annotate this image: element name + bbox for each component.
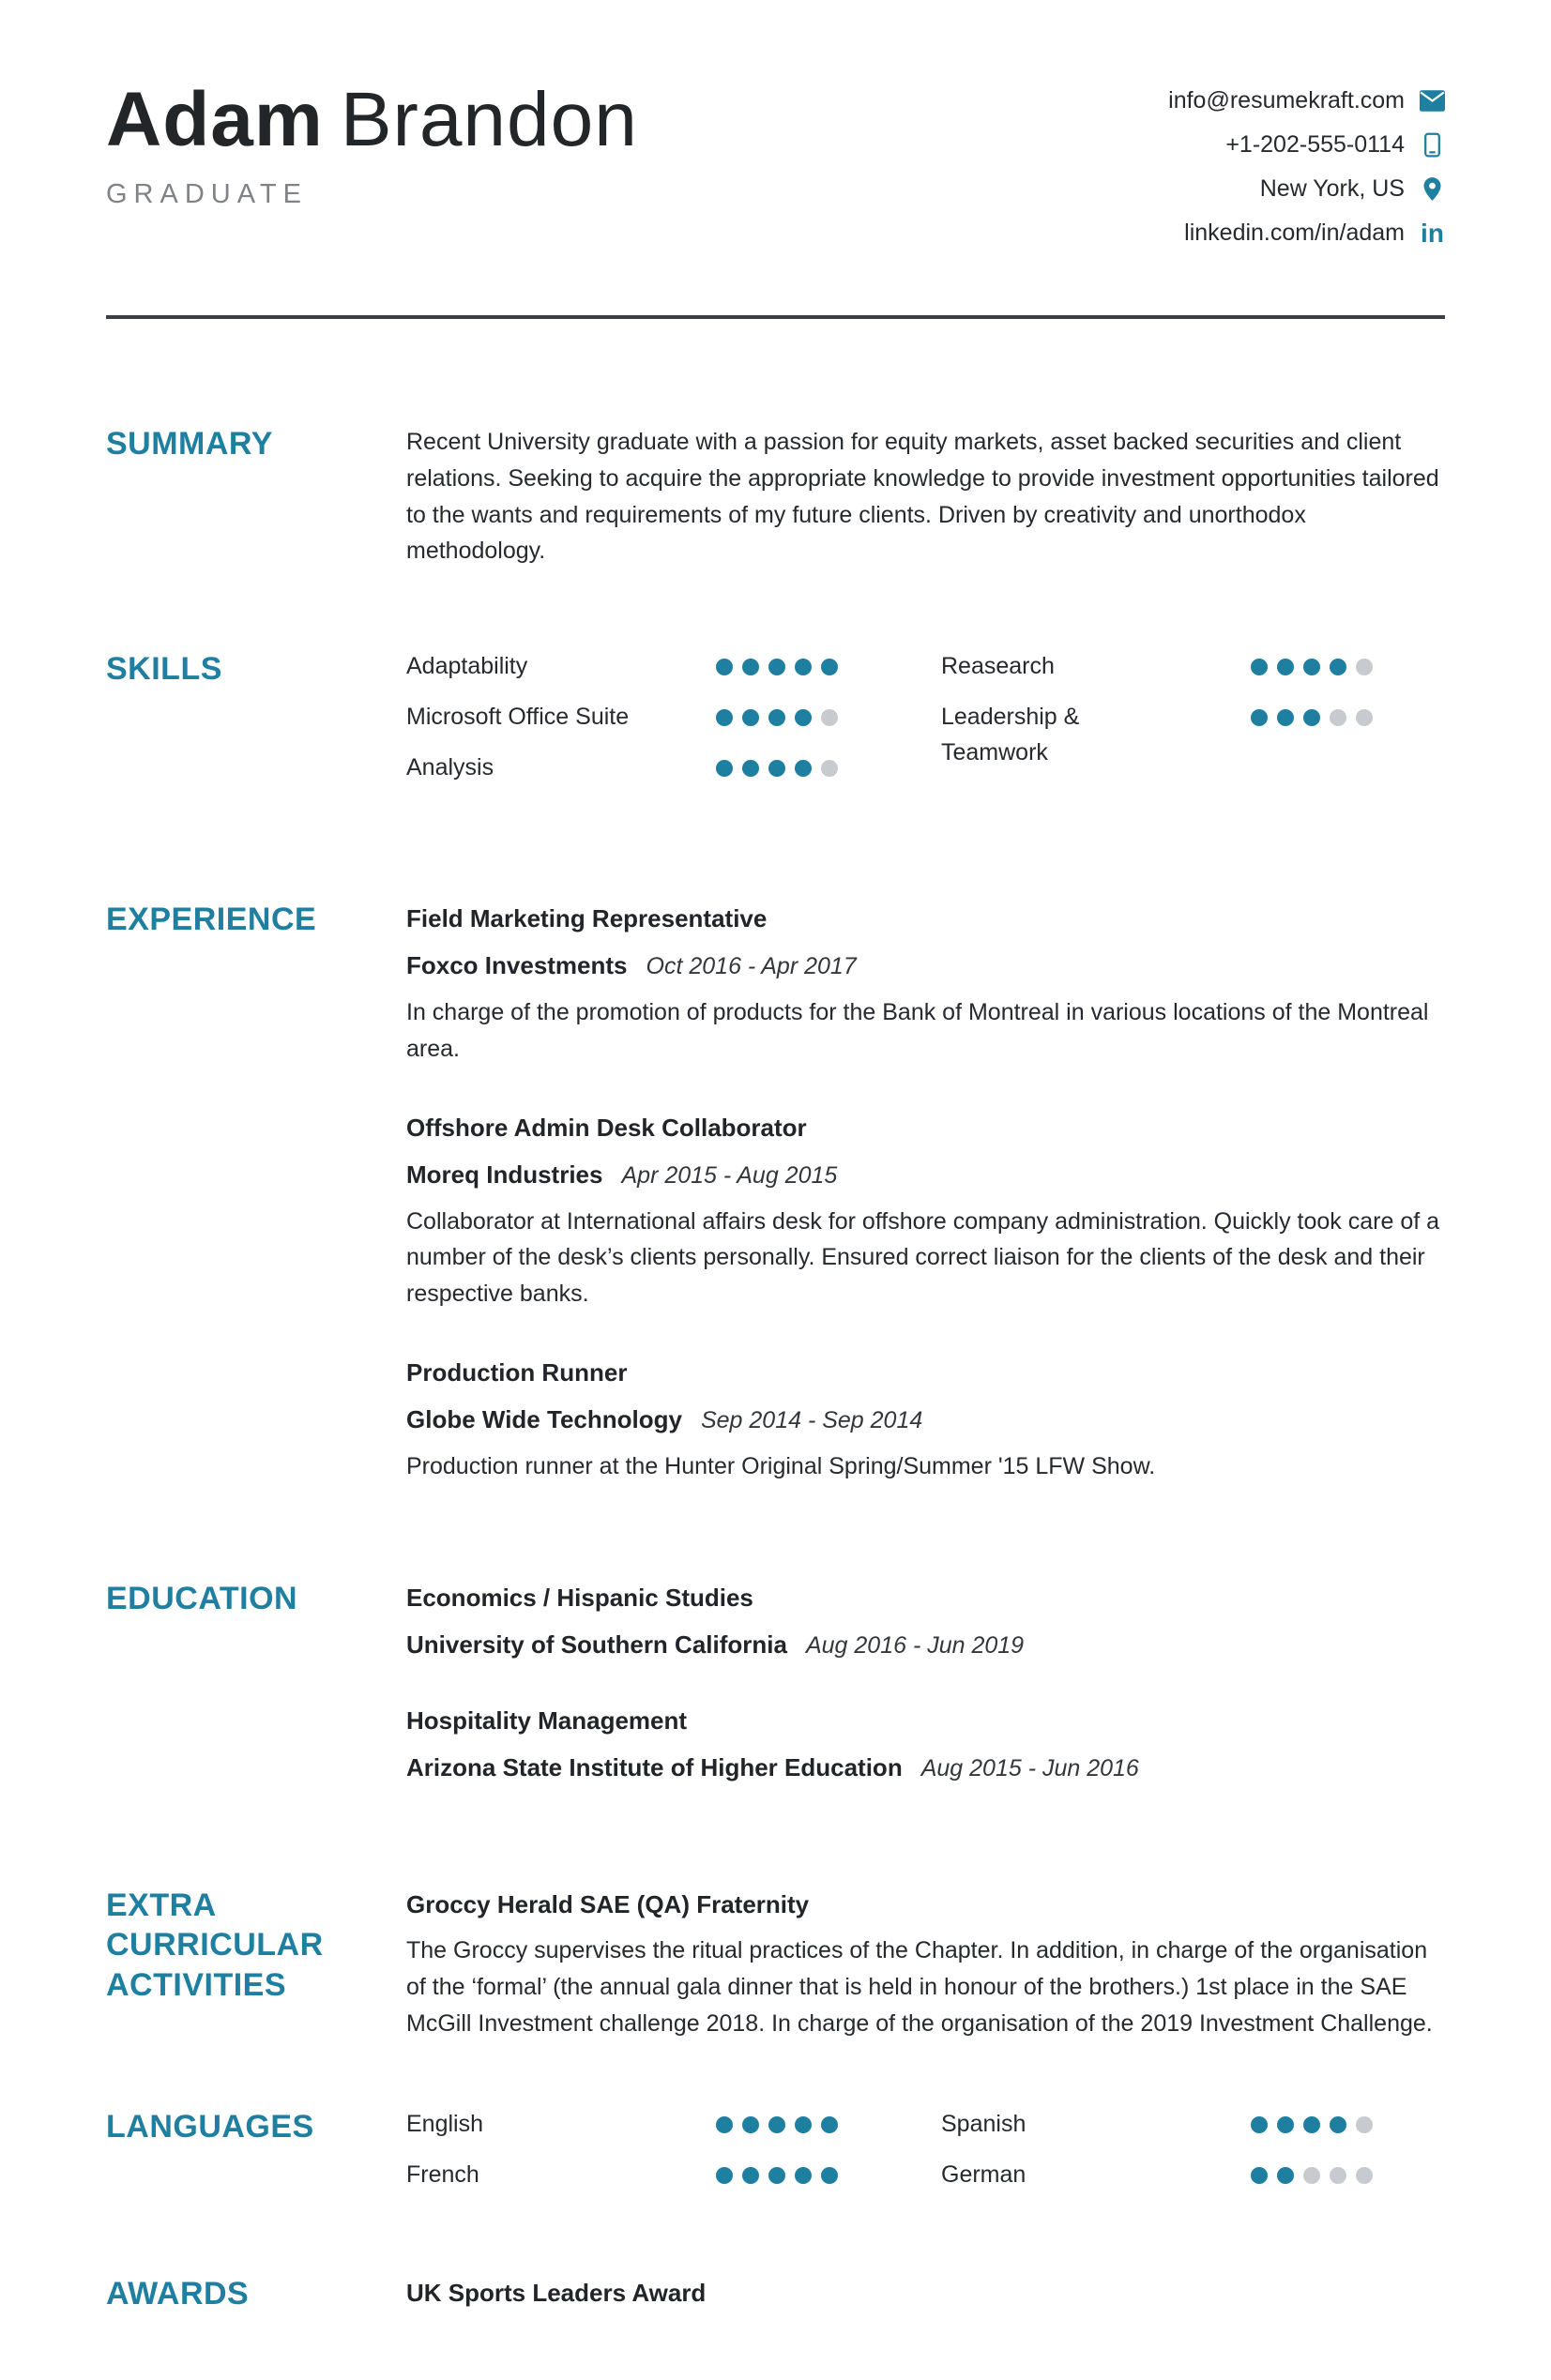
rating-dot-empty bbox=[1303, 2167, 1320, 2184]
language-rating bbox=[1251, 2167, 1373, 2184]
rating-dot-empty bbox=[821, 709, 838, 726]
skill-row bbox=[941, 649, 1445, 687]
rating-dot-filled bbox=[1277, 709, 1294, 726]
skill-row bbox=[941, 700, 1445, 770]
skill-name: Adaptability bbox=[406, 653, 528, 679]
rating-dot-filled bbox=[795, 2116, 812, 2133]
rating-dot-filled bbox=[716, 760, 733, 777]
section-education bbox=[106, 1579, 1445, 1796]
language-row bbox=[406, 2107, 941, 2145]
rating-dot-filled bbox=[795, 709, 812, 726]
rating-dot-filled bbox=[795, 659, 812, 675]
degree: Hospitality Management bbox=[406, 1705, 688, 1735]
linkedin-text: linkedin.com/in/adam bbox=[1184, 220, 1405, 246]
rating-dot-filled bbox=[768, 709, 785, 726]
skill-name: Analysis bbox=[406, 754, 494, 781]
education-entry bbox=[406, 1579, 1445, 1664]
first-name: Adam bbox=[106, 77, 324, 162]
skill-rating bbox=[1251, 709, 1373, 726]
job-company: Moreq Industries bbox=[406, 1160, 603, 1189]
linkedin-icon: in bbox=[1421, 218, 1444, 248]
phone-text: +1-202-555-0114 bbox=[1225, 131, 1405, 158]
rating-dot-filled bbox=[768, 659, 785, 675]
section-awards bbox=[106, 2274, 1445, 2314]
rating-dot-empty bbox=[1356, 2116, 1373, 2133]
rating-dot-filled bbox=[742, 2116, 759, 2133]
job-description: Collaborator at International affairs desk for offshore company administration. Quickly took care of a number of the desk’s clients personally. Ensured correct liaison for the clients of the desk and their respective banks. bbox=[406, 1207, 1440, 1308]
candidate-name bbox=[106, 77, 638, 162]
language-rating bbox=[716, 2116, 838, 2133]
rating-dot-filled bbox=[742, 2167, 759, 2184]
languages-heading: LANGUAGES bbox=[106, 2109, 314, 2145]
languages-grid bbox=[406, 2107, 1445, 2208]
rating-dot-empty bbox=[1330, 2167, 1346, 2184]
language-name: French bbox=[406, 2161, 479, 2189]
job-title: Offshore Admin Desk Collaborator bbox=[406, 1113, 807, 1142]
job-title: Production Runner bbox=[406, 1357, 628, 1387]
rating-dot-filled bbox=[1251, 2167, 1268, 2184]
skill-rating bbox=[716, 659, 838, 675]
job-entry bbox=[406, 900, 1445, 1068]
rating-dot-filled bbox=[821, 2116, 838, 2133]
skill-row bbox=[406, 750, 941, 788]
rating-dot-filled bbox=[795, 760, 812, 777]
rating-dot-filled bbox=[768, 760, 785, 777]
awards-heading: AWARDS bbox=[106, 2276, 250, 2312]
skill-row bbox=[406, 700, 941, 737]
skills-grid bbox=[406, 649, 1445, 801]
role-label: GRADUATE bbox=[106, 179, 308, 210]
header bbox=[106, 77, 1445, 264]
rating-dot-filled bbox=[768, 2116, 785, 2133]
email-icon bbox=[1420, 88, 1445, 114]
rating-dot-filled bbox=[821, 659, 838, 675]
education-entry bbox=[406, 1702, 1445, 1787]
skill-name: Reasearch bbox=[941, 653, 1055, 679]
extra-activity-text: The Groccy supervises the ritual practices of the Chapter. In addition, in charge of the organisation of the ‘formal’ (the annual gala dinner that is held in honour of the brothers.) 1st place in the SAE McGill Investment challenge 2018. In charge of the organisation of the 2019 Investment Challenge. bbox=[406, 1937, 1433, 2037]
rating-dot-filled bbox=[716, 2116, 733, 2133]
rating-dot-filled bbox=[1330, 659, 1346, 675]
section-summary bbox=[106, 424, 1445, 569]
job-dates: Sep 2014 - Sep 2014 bbox=[700, 1407, 923, 1434]
phone-icon bbox=[1420, 132, 1445, 158]
contact-row-location bbox=[1168, 175, 1445, 203]
skill-name: Leadership & Teamwork bbox=[941, 704, 1080, 766]
skills-heading: SKILLS bbox=[106, 651, 222, 687]
contact-row-linkedin bbox=[1168, 220, 1445, 247]
rating-dot-filled bbox=[1251, 709, 1268, 726]
language-name: English bbox=[406, 2111, 483, 2138]
job-entry bbox=[406, 1109, 1445, 1312]
extra-heading: EXTRA CURRICULAR ACTIVITIES bbox=[106, 1887, 324, 2003]
rating-dot-filled bbox=[716, 709, 733, 726]
email-text: info@resumekraft.com bbox=[1168, 87, 1405, 114]
rating-dot-empty bbox=[821, 760, 838, 777]
rating-dot-filled bbox=[716, 659, 733, 675]
rating-dot-filled bbox=[742, 760, 759, 777]
language-name: German bbox=[941, 2161, 1026, 2189]
extra-activity-title: Groccy Herald SAE (QA) Fraternity bbox=[406, 1889, 810, 1918]
rating-dot-filled bbox=[768, 2167, 785, 2184]
rating-dot-filled bbox=[1277, 659, 1294, 675]
skills-column-right bbox=[941, 649, 1445, 801]
section-languages bbox=[106, 2107, 1445, 2208]
contact-row-phone bbox=[1168, 131, 1445, 159]
skill-name: Microsoft Office Suite bbox=[406, 704, 630, 730]
rating-dot-filled bbox=[1330, 2116, 1346, 2133]
experience-heading: EXPERIENCE bbox=[106, 902, 317, 937]
skill-row bbox=[406, 649, 941, 687]
language-name: Spanish bbox=[941, 2111, 1026, 2138]
skill-rating bbox=[716, 709, 838, 726]
education-dates: Aug 2016 - Jun 2019 bbox=[805, 1631, 1025, 1659]
rating-dot-filled bbox=[1303, 709, 1320, 726]
contact-list bbox=[1168, 80, 1445, 264]
job-dates: Apr 2015 - Aug 2015 bbox=[621, 1161, 838, 1189]
job-company: Foxco Investments bbox=[406, 951, 628, 980]
job-dates: Oct 2016 - Apr 2017 bbox=[646, 953, 857, 980]
school-name: University of Southern California bbox=[406, 1630, 787, 1659]
job-entry bbox=[406, 1354, 1445, 1485]
job-description: In charge of the promotion of products for the Bank of Montreal in various locations of the Montreal area. bbox=[406, 999, 1429, 1062]
job-company: Globe Wide Technology bbox=[406, 1405, 682, 1434]
language-row bbox=[941, 2158, 1445, 2195]
summary-text: Recent University graduate with a passion for equity markets, asset backed securities and client relations. Seeking to acquire the appropriate knowledge to provide investment opportunities tailored to the wants and requirements of my future clients. Driven by creativity and unorthodox methodology. bbox=[406, 429, 1439, 565]
job-title: Field Marketing Representative bbox=[406, 904, 768, 932]
award-item: UK Sports Leaders Award bbox=[406, 2279, 707, 2308]
language-row bbox=[941, 2107, 1445, 2145]
languages-column-right bbox=[941, 2107, 1445, 2208]
language-row bbox=[406, 2158, 941, 2195]
rating-dot-filled bbox=[742, 659, 759, 675]
identity-block bbox=[106, 77, 638, 210]
rating-dot-empty bbox=[1356, 659, 1373, 675]
languages-column-left bbox=[406, 2107, 941, 2208]
skill-rating bbox=[1251, 659, 1373, 675]
location-text: New York, US bbox=[1259, 175, 1405, 202]
education-dates: Aug 2015 - Jun 2016 bbox=[920, 1754, 1139, 1781]
rating-dot-filled bbox=[821, 2167, 838, 2184]
rating-dot-filled bbox=[795, 2167, 812, 2184]
rating-dot-filled bbox=[1277, 2116, 1294, 2133]
contact-row-email bbox=[1168, 87, 1445, 114]
rating-dot-filled bbox=[1303, 659, 1320, 675]
rating-dot-filled bbox=[742, 709, 759, 726]
section-experience bbox=[106, 900, 1445, 1485]
rating-dot-empty bbox=[1356, 709, 1373, 726]
rating-dot-empty bbox=[1330, 709, 1346, 726]
job-description: Production runner at the Hunter Original Spring/Summer '15 LFW Show. bbox=[406, 1452, 1156, 1479]
summary-heading: SUMMARY bbox=[106, 426, 273, 462]
education-heading: EDUCATION bbox=[106, 1580, 298, 1616]
section-extra-curricular bbox=[106, 1886, 1445, 2042]
rating-dot-filled bbox=[716, 2167, 733, 2184]
skill-rating bbox=[716, 760, 838, 777]
skills-column-left bbox=[406, 649, 941, 801]
rating-dot-filled bbox=[1251, 659, 1268, 675]
header-divider bbox=[106, 315, 1445, 319]
language-rating bbox=[716, 2167, 838, 2184]
location-icon bbox=[1420, 176, 1445, 202]
section-skills bbox=[106, 649, 1445, 801]
last-name: Brandon bbox=[340, 77, 638, 162]
rating-dot-filled bbox=[1303, 2116, 1320, 2133]
rating-dot-filled bbox=[1277, 2167, 1294, 2184]
rating-dot-empty bbox=[1356, 2167, 1373, 2184]
rating-dot-filled bbox=[1251, 2116, 1268, 2133]
school-name: Arizona State Institute of Higher Education bbox=[406, 1752, 903, 1781]
language-rating bbox=[1251, 2116, 1373, 2133]
degree: Economics / Hispanic Studies bbox=[406, 1583, 753, 1612]
